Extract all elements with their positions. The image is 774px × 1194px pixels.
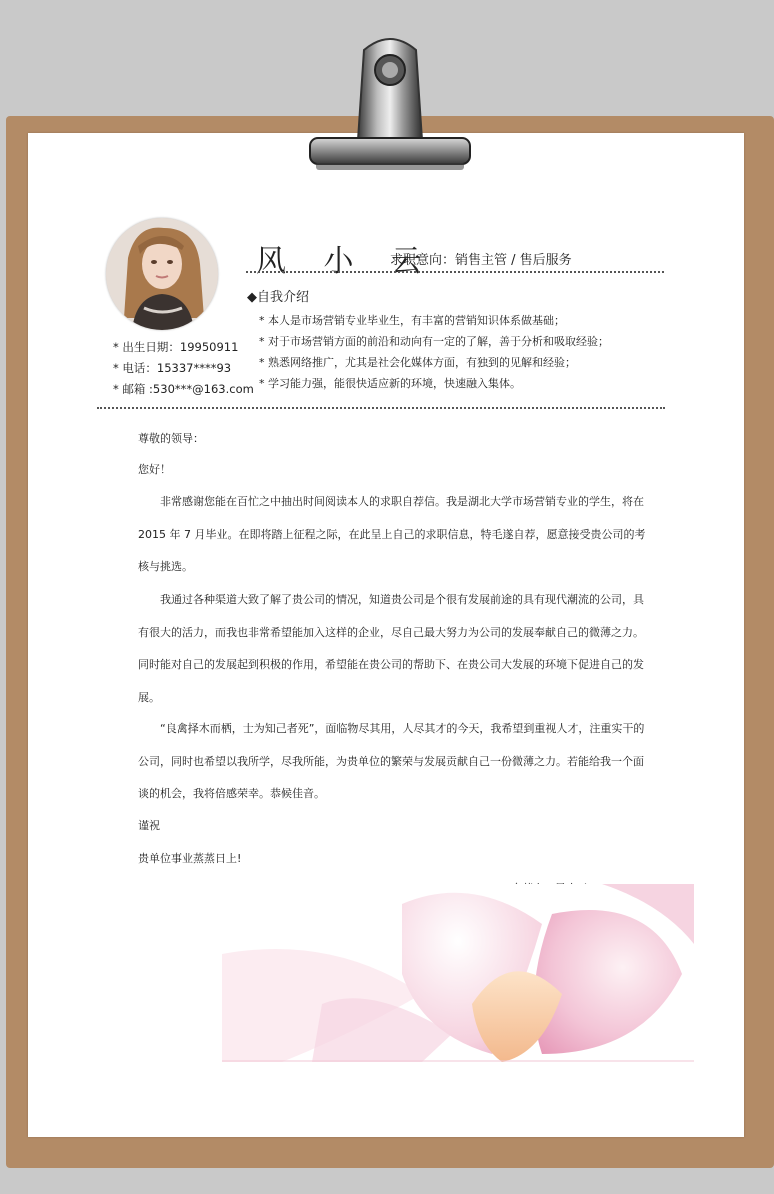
self-intro-heading: ◆自我介绍: [247, 290, 309, 305]
letter-closing: 谨祝: [138, 819, 160, 832]
letter-line: 2015 年 7 月毕业。在即将踏上征程之际，在此呈上自己的求职信息，特毛遂自荐，愿意接受贵公司的考: [138, 528, 646, 541]
letter-line: “良禽择木而栖，士为知己者死”，面临物尽其用，人尽其才的今天，我希望到重视人才，注重实干的: [160, 722, 645, 735]
personal-info-list: [113, 337, 254, 400]
email: * 邮箱 :530***@163.com: [113, 379, 254, 400]
birthdate: * 出生日期：19950911: [113, 337, 254, 358]
phone: * 电话：15337****93: [113, 358, 254, 379]
applicant-name: 风 小 云: [256, 244, 436, 279]
list-item: * 学习能力强，能很快适应新的环境，快速融入集体。: [259, 373, 609, 394]
list-item: * 对于市场营销方面的前沿和动向有一定的了解，善于分析和吸取经验；: [259, 331, 609, 352]
profile-photo-icon: [106, 218, 218, 330]
header-divider: [246, 271, 664, 273]
letter-line: 非常感谢您能在百忙之中抽出时间阅读本人的求职自荐信。我是湖北大学市场营销专业的学生，将在: [160, 495, 644, 508]
flower-decoration-icon: [222, 884, 694, 1062]
list-item: * 本人是市场营销专业毕业生，有丰富的营销知识体系做基础；: [259, 310, 609, 331]
letter-salutation: 尊敬的领导：: [138, 432, 204, 445]
profile-avatar: [106, 218, 218, 330]
list-item: * 熟悉网络推广，尤其是社会化媒体方面，有独到的见解和经验；: [259, 352, 609, 373]
letter-line: 展。: [138, 691, 160, 704]
letter-line: 同时能对自己的发展起到积极的作用，希望能在贵公司的帮助下、在贵公司大发展的环境下促进自己的发: [138, 658, 644, 671]
letter-closing-wish: 贵单位事业蒸蒸日上!: [138, 852, 242, 865]
self-intro-list: [259, 310, 609, 394]
job-intention: 求职意向：销售主管 / 售后服务: [390, 253, 572, 268]
letter-line: 核与挑选。: [138, 560, 193, 573]
binder-clip-icon: [306, 30, 474, 175]
section-divider: [97, 407, 665, 409]
letter-greeting: 您好！: [138, 463, 171, 476]
letter-line: 谈的机会，我将倍感荣幸。恭候佳音。: [138, 787, 325, 800]
letter-line: 公司，同时也希望以我所学，尽我所能，为贵单位的繁荣与发展贡献自己一份微薄之力。若能给我一个面: [138, 755, 644, 768]
letter-line: 我通过各种渠道大致了解了贵公司的情况，知道贵公司是个很有发展前途的具有现代潮流的公司，具: [160, 593, 644, 606]
letter-line: 有很大的活力，而我也非常希望能加入这样的企业，尽自己最大努力为公司的发展奉献自己的微薄之力。: [138, 626, 644, 639]
